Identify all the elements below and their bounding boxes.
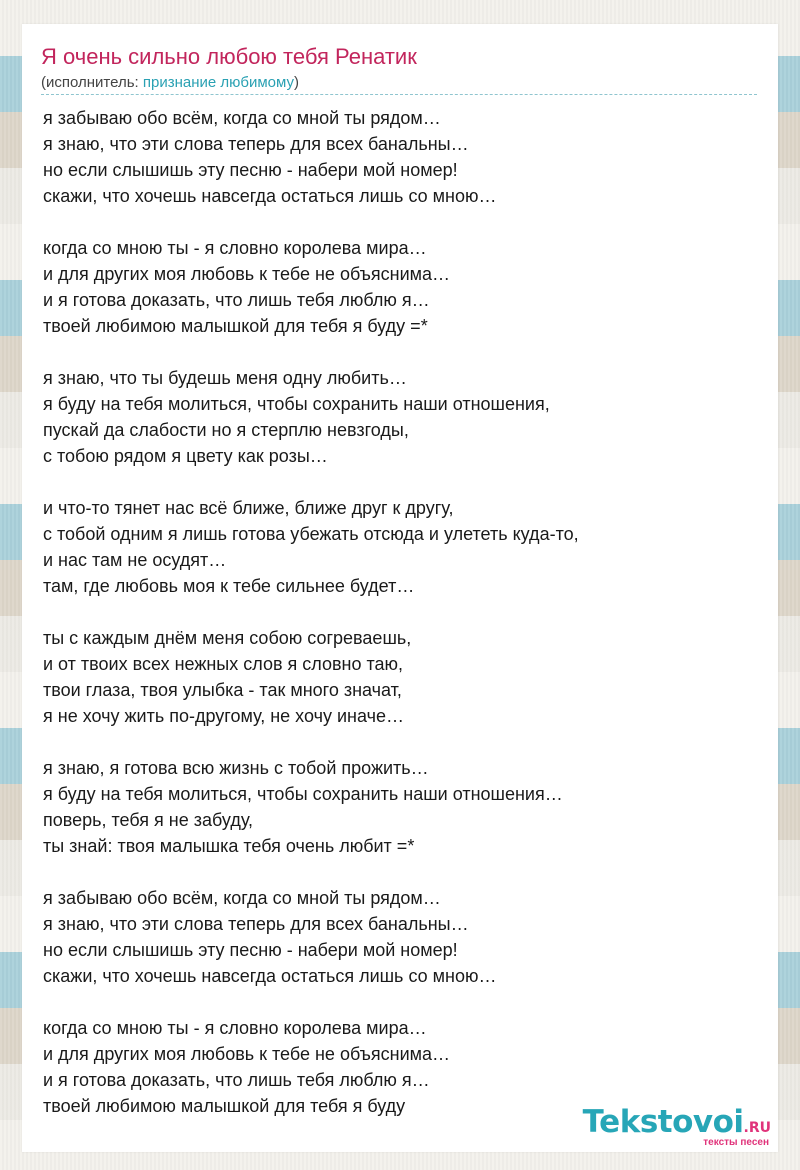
artist-link[interactable]: признание любимому	[142, 74, 295, 91]
lyrics-line: скажи, что хочешь навсегда остаться лишь со мною…	[43, 186, 497, 206]
lyrics-line: твоей любимою малышкой для тебя я буду =*	[43, 316, 428, 336]
lyrics-stanza	[43, 495, 763, 599]
lyrics-line: я буду на тебя молиться, чтобы сохранить наши отношения…	[43, 784, 563, 804]
lyrics-line: я не хочу жить по-другому, не хочу иначе…	[43, 706, 404, 726]
lyrics-card	[22, 24, 778, 1152]
lyrics-line: ты знай: твоя малышка тебя очень любит =*	[43, 836, 415, 856]
lyrics-stanza	[43, 885, 763, 989]
lyrics-line: и я готова доказать, что лишь тебя люблю я…	[43, 290, 430, 310]
lyrics-stanza	[43, 755, 763, 859]
lyrics-stanza	[43, 235, 763, 339]
lyrics-line: когда со мною ты - я словно королева мира…	[43, 238, 427, 258]
logo-tagline: тексты песен	[703, 1137, 769, 1148]
lyrics-line: я забываю обо всём, когда со мной ты рядом…	[43, 888, 441, 908]
title-divider	[41, 94, 757, 95]
lyrics-line: поверь, тебя я не забуду,	[43, 810, 254, 830]
lyrics-line: и для других моя любовь к тебе не объяснима…	[43, 1044, 451, 1064]
logo-name: Tekstovoi	[582, 1104, 744, 1140]
lyrics-line: но если слышишь эту песню - набери мой номер!	[43, 160, 458, 180]
lyrics-line: и что-то тянет нас всё ближе, ближе друг к другу,	[43, 498, 454, 518]
lyrics-line: я забываю обо всём, когда со мной ты рядом…	[43, 108, 441, 128]
lyrics-line: и нас там не осудят…	[43, 550, 227, 570]
lyrics-line: и для других моя любовь к тебе не объяснима…	[43, 264, 451, 284]
lyrics-line: пускай да слабости но я стерплю невзгоды,	[43, 420, 409, 440]
lyrics-stanza	[43, 365, 763, 469]
lyrics-line: там, где любовь моя к тебе сильнее будет…	[43, 576, 415, 596]
song-title: Я очень сильно любою тебя Ренатик	[41, 44, 417, 69]
lyrics-line: я знаю, я готова всю жизнь с тобой прожить…	[43, 758, 429, 778]
logo-tld: .RU	[743, 1120, 771, 1136]
lyrics-line: когда со мною ты - я словно королева мира…	[43, 1018, 427, 1038]
lyrics-stanza	[43, 105, 763, 209]
lyrics-line: с тобою рядом я цвету как розы…	[43, 446, 328, 466]
artist-prefix: (исполнитель:	[41, 74, 143, 91]
site-logo[interactable]	[582, 1104, 771, 1148]
lyrics-line: я знаю, что ты будешь меня одну любить…	[43, 368, 407, 388]
lyrics-line: я знаю, что эти слова теперь для всех банальны…	[43, 914, 469, 934]
lyrics-line: но если слышишь эту песню - набери мой номер!	[43, 940, 458, 960]
artist-line	[41, 74, 299, 92]
lyrics-line: твоей любимою малышкой для тебя я буду	[43, 1096, 406, 1116]
artist-suffix: )	[294, 74, 300, 91]
lyrics-line: и я готова доказать, что лишь тебя люблю я…	[43, 1070, 430, 1090]
lyrics-line: и от твоих всех нежных слов я словно таю,	[43, 654, 404, 674]
lyrics-stanza	[43, 625, 763, 729]
lyrics-line: твои глаза, твоя улыбка - так много значат,	[43, 680, 402, 700]
lyrics-line: я буду на тебя молиться, чтобы сохранить наши отношения,	[43, 394, 550, 414]
lyrics-line: я знаю, что эти слова теперь для всех банальны…	[43, 134, 469, 154]
lyrics-line: с тобой одним я лишь готова убежать отсюда и улететь куда-то,	[43, 524, 579, 544]
lyrics-line: ты с каждым днём меня собою согреваешь,	[43, 628, 412, 648]
lyrics-line: скажи, что хочешь навсегда остаться лишь со мною…	[43, 966, 497, 986]
lyrics-text	[43, 105, 763, 1119]
